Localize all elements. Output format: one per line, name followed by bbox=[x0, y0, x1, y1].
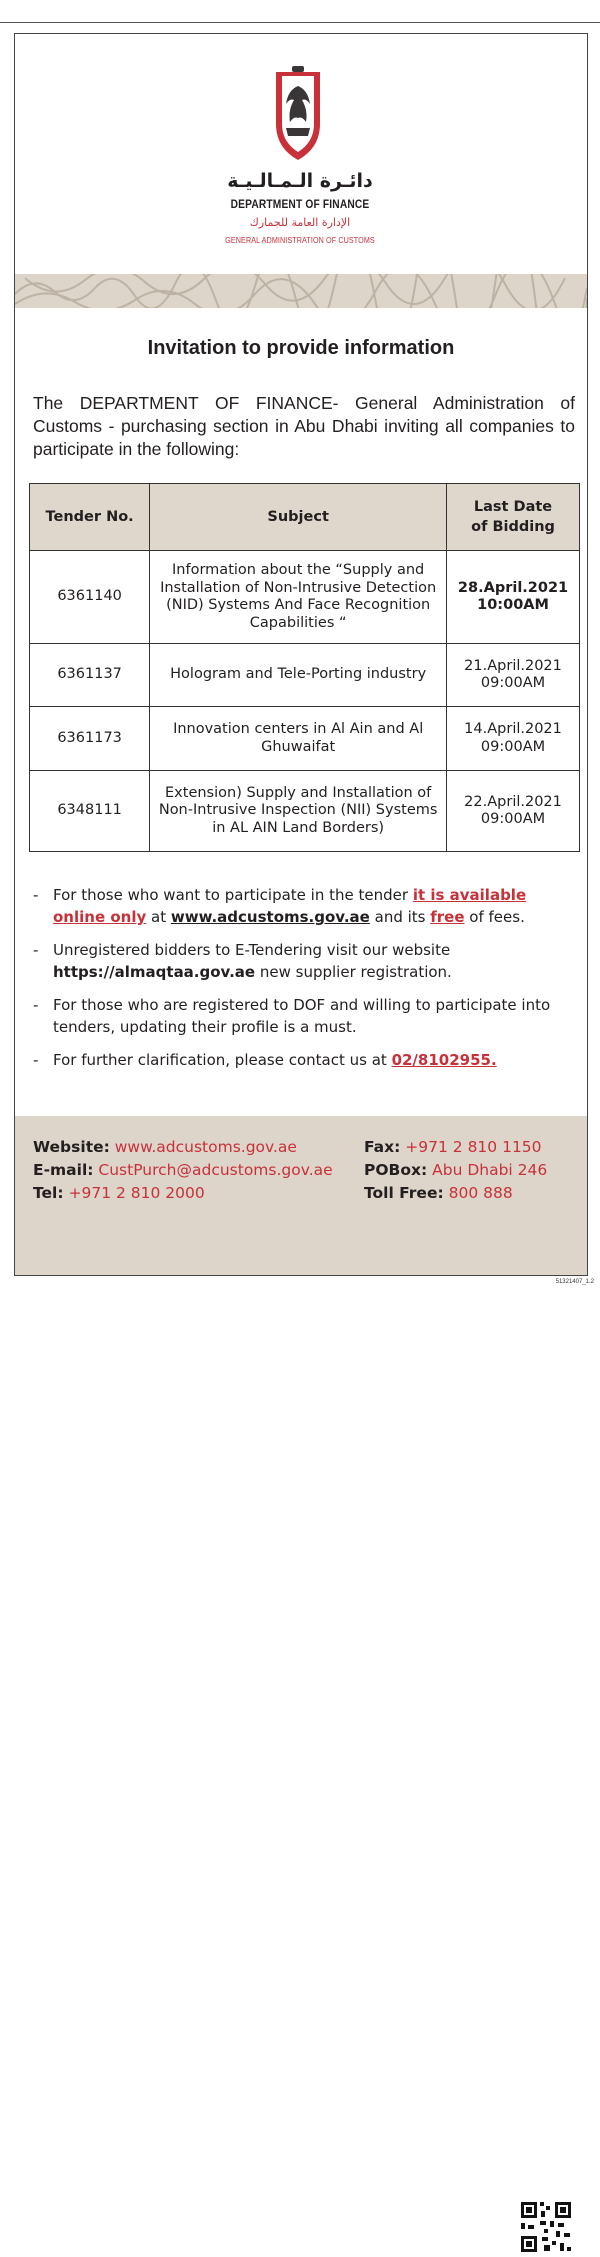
email-line bbox=[33, 1159, 333, 1182]
tender-deadline bbox=[447, 707, 580, 771]
tel-label: Tel: bbox=[33, 1184, 64, 1202]
list-item bbox=[33, 884, 581, 928]
adcustoms-website-link[interactable]: www.adcustoms.gov.ae bbox=[170, 908, 370, 926]
customs-subtitle: GENERAL ADMINISTRATION OF CUSTOMS bbox=[225, 236, 375, 245]
online-only-link[interactable]: it is available online only bbox=[53, 886, 527, 926]
dash-bullet: - bbox=[33, 996, 39, 1014]
tollfree-value[interactable]: 800 888 bbox=[448, 1184, 513, 1202]
dash-bullet: - bbox=[33, 1051, 39, 1069]
email-link[interactable]: CustPurch@adcustoms.gov.ae bbox=[98, 1161, 333, 1179]
ad-reference-code: 51321407_1.2 bbox=[555, 1279, 594, 1285]
note-text: of fees. bbox=[464, 908, 525, 926]
dash-bullet: - bbox=[33, 941, 39, 959]
tollfree-label: Toll Free: bbox=[364, 1184, 444, 1202]
tender-table bbox=[29, 483, 580, 852]
list-item bbox=[33, 1049, 581, 1071]
deadline-date: 21.April.2021 bbox=[464, 657, 562, 674]
arabic-department-title: دائـرة الـمـالـيـة bbox=[227, 170, 373, 192]
list-item bbox=[33, 994, 581, 1038]
note-text: Unregistered bidders to E-Tendering visit our website bbox=[53, 941, 451, 959]
almaqtaa-website-link[interactable]: https://almaqtaa.gov.ae bbox=[53, 963, 256, 981]
table-row bbox=[30, 551, 580, 644]
email-label: E-mail: bbox=[33, 1161, 94, 1179]
deadline-time: 09:00AM bbox=[480, 811, 546, 827]
contact-phone-link[interactable]: 02/8102955. bbox=[391, 1051, 497, 1069]
pobox-line bbox=[364, 1159, 547, 1182]
deadline-time: 09:00AM bbox=[480, 738, 546, 755]
department-title: DEPARTMENT OF FINANCE bbox=[230, 197, 370, 211]
notes-list bbox=[33, 884, 581, 1082]
header-last-date bbox=[447, 484, 580, 551]
tender-number: 6361140 bbox=[30, 551, 150, 644]
falcon-emblem-icon bbox=[266, 64, 330, 164]
note-text: new supplier registration. bbox=[255, 963, 452, 981]
note-text: For further clarification, please contact us at bbox=[53, 1051, 392, 1069]
contact-left-column bbox=[33, 1136, 333, 1205]
qr-code-icon[interactable] bbox=[516, 2197, 576, 2257]
tender-number: 6348111 bbox=[30, 771, 150, 852]
contact-footer bbox=[15, 1116, 587, 1275]
tender-number: 6361173 bbox=[30, 707, 150, 771]
page-title: Invitation to provide information bbox=[147, 337, 455, 359]
table-row bbox=[30, 771, 580, 852]
dash-bullet: - bbox=[33, 886, 39, 904]
tender-subject: Information about the “Supply and Installation of Non-Intrusive Detection (NID) Systems And Face Recognition Capabilities “ bbox=[150, 551, 447, 644]
fax-value: +971 2 810 1150 bbox=[405, 1138, 542, 1156]
table-row bbox=[30, 707, 580, 771]
contact-right-column bbox=[364, 1136, 547, 1205]
deadline-date: 14.April.2021 bbox=[464, 721, 562, 737]
pobox-value: Abu Dhabi 246 bbox=[432, 1161, 548, 1179]
tollfree-line bbox=[364, 1182, 547, 1205]
note-text: and its bbox=[369, 908, 431, 926]
arabic-subtitle: الإدارة العامة للجمارك bbox=[249, 216, 351, 229]
tender-number: 6361137 bbox=[30, 644, 150, 707]
header-tender-no: Tender No. bbox=[30, 484, 150, 551]
table-header-row bbox=[30, 484, 580, 551]
header-last-date-text: Last Date of Bidding bbox=[471, 499, 555, 535]
deadline-date: 22.April.2021 bbox=[464, 793, 562, 810]
tender-subject: Innovation centers in Al Ain and Al Ghuwaifat bbox=[150, 707, 447, 771]
top-rule bbox=[0, 22, 600, 23]
deadline-date: 28.April.2021 bbox=[457, 579, 569, 596]
tel-value[interactable]: +971 2 810 2000 bbox=[68, 1184, 205, 1202]
tender-deadline bbox=[447, 551, 580, 644]
website-label: Website: bbox=[33, 1138, 110, 1156]
tender-deadline bbox=[447, 771, 580, 852]
intro-paragraph: The DEPARTMENT OF FINANCE- General Administration of Customs - purchasing section in Abu Dhabi inviting all companies to participate in the following: bbox=[33, 393, 575, 459]
fax-line bbox=[364, 1136, 547, 1159]
deadline-time: 09:00AM bbox=[480, 675, 546, 691]
deadline-time: 10:00AM bbox=[477, 597, 549, 613]
pobox-label: POBox: bbox=[364, 1161, 428, 1179]
fax-label: Fax: bbox=[364, 1138, 401, 1156]
header-subject: Subject bbox=[150, 484, 447, 551]
table-row bbox=[30, 644, 580, 707]
list-item bbox=[33, 939, 581, 983]
free-highlight: free bbox=[430, 908, 465, 926]
decorative-pattern-band bbox=[15, 274, 587, 308]
note-text: For those who want to participate in the tender bbox=[53, 886, 413, 904]
tender-subject: Extension) Supply and Installation of Non-Intrusive Inspection (NII) Systems in AL AIN Land Borders) bbox=[150, 771, 447, 852]
note-text: For those who are registered to DOF and willing to participate into tenders, updating their profile is a must. bbox=[53, 996, 551, 1036]
tel-line bbox=[33, 1182, 333, 1205]
website-link[interactable]: www.adcustoms.gov.ae bbox=[114, 1138, 297, 1156]
tender-deadline bbox=[447, 644, 580, 707]
note-text: at bbox=[146, 908, 171, 926]
website-line bbox=[33, 1136, 333, 1159]
tender-subject: Hologram and Tele-Porting industry bbox=[150, 644, 447, 707]
